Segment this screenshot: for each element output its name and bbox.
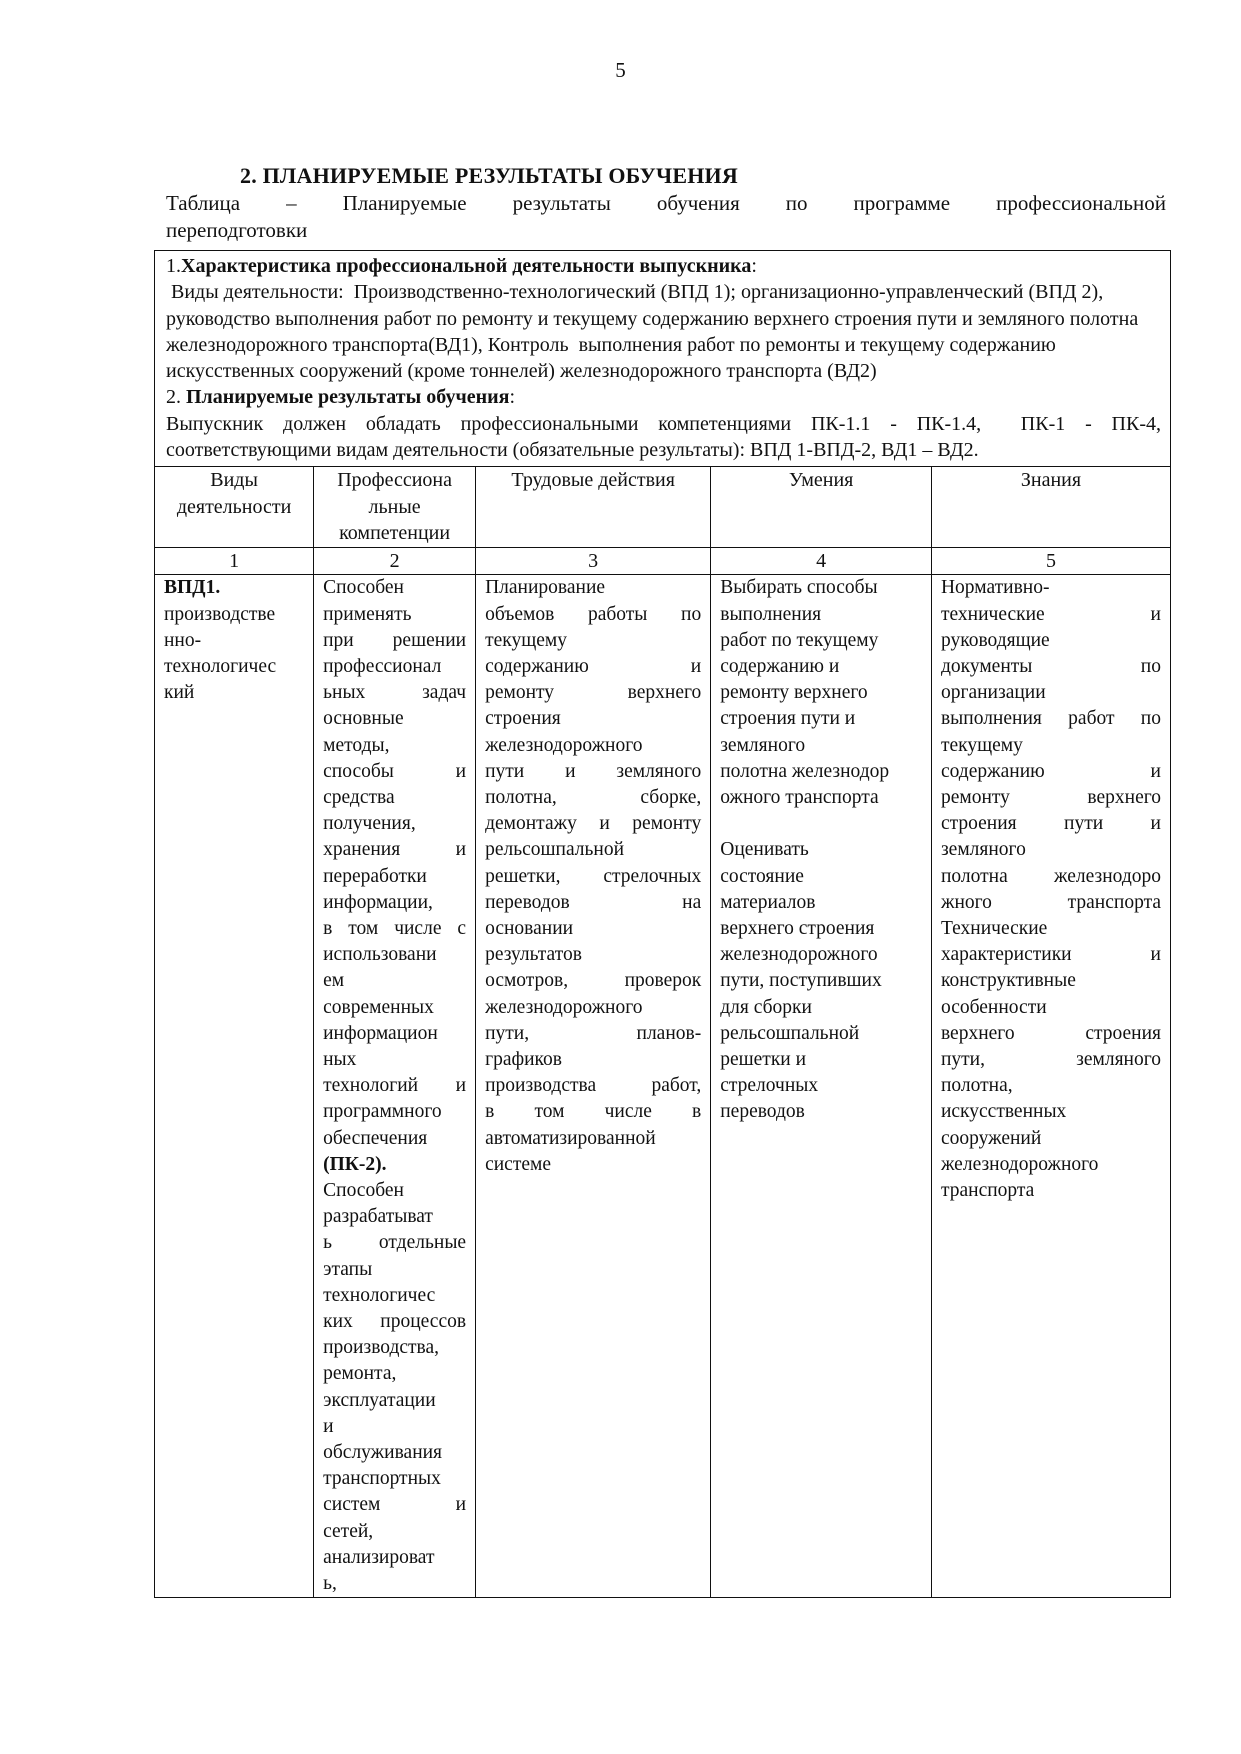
text-line: полотна железнодоро xyxy=(940,865,1161,887)
text-line: кий xyxy=(164,682,195,704)
text-line: ем xyxy=(323,970,345,992)
text-line: искусственных xyxy=(940,1101,1067,1123)
text-line: средства xyxy=(323,787,395,808)
text-line: деятельности xyxy=(176,495,292,518)
text-line: верхнего строения xyxy=(720,918,875,940)
header-cell xyxy=(931,467,1170,548)
heading-colon: : xyxy=(751,255,757,277)
table-intro xyxy=(155,251,1170,466)
intro-heading-1 xyxy=(166,253,1161,279)
text-line: нно- xyxy=(164,629,202,651)
text-line: Умения xyxy=(788,469,854,492)
text-line xyxy=(720,811,922,837)
text-line: ьных задач xyxy=(323,682,467,704)
competency-code: (ПК-2). xyxy=(323,1153,387,1175)
text-line: руководящие xyxy=(940,629,1050,651)
text-line: транспортных xyxy=(323,1468,441,1490)
heading-number: 2. xyxy=(166,386,186,409)
graduate-competencies-line: Выпускник должен обладать профессиональными компетенциями ПК-1.1 - ПК-1.4, ПК-1 - ПК-4, xyxy=(166,412,1161,435)
text-line: строения xyxy=(485,708,561,730)
labor-actions-text xyxy=(485,575,701,1178)
competencies-cell xyxy=(314,575,476,1597)
heading-number: 1. xyxy=(166,255,181,277)
text-line: компетенции xyxy=(339,522,451,545)
caption-line: Таблица – Планируемые результаты обучения по программе профессиональной xyxy=(166,191,1166,215)
text-line: в том числе в xyxy=(485,1101,702,1123)
text-line: Технические xyxy=(940,918,1048,940)
text-line: анализироват xyxy=(323,1546,435,1568)
skills-cell xyxy=(711,575,932,1597)
heading-text: Характеристика профессиональной деятельности выпускника xyxy=(181,255,752,277)
text-line: методы, xyxy=(323,734,390,756)
text-line: ь отдельные xyxy=(323,1232,467,1254)
text-line: железнодорожного xyxy=(485,996,643,1018)
header-cell xyxy=(155,467,314,548)
text-line: ожного транспорта xyxy=(720,787,879,808)
text-line: ремонту верхнего xyxy=(720,682,868,704)
text-line: текущему xyxy=(485,629,567,651)
caption-line: переподготовки xyxy=(166,218,308,242)
text-line: при решении xyxy=(323,629,467,651)
text-line: эксплуатации xyxy=(323,1389,436,1411)
text-line: применять xyxy=(323,603,412,625)
header-cell xyxy=(711,467,932,548)
text-line: для сборки xyxy=(720,996,812,1018)
text-line: решетки, стрелочных xyxy=(485,865,702,887)
text-line: современных xyxy=(323,996,434,1018)
text-line: строения пути и xyxy=(720,708,856,730)
text-line: работ по текущему xyxy=(720,629,879,651)
text-line: переработки xyxy=(323,865,427,887)
text-line: пути, планов- xyxy=(485,1022,702,1044)
competency-grid xyxy=(155,466,1170,1597)
column-number: 3 xyxy=(476,548,711,575)
text-line: информации, xyxy=(323,891,433,913)
text-line: основании xyxy=(485,918,574,940)
header-cell xyxy=(476,467,711,548)
text-line: осмотров, проверок xyxy=(485,970,702,992)
text-line: стрелочных xyxy=(720,1075,819,1097)
text-line: строения пути и xyxy=(940,813,1161,835)
text-line: технологичес xyxy=(164,655,277,677)
intro-heading-2 xyxy=(166,384,1161,410)
text-line: содержанию и xyxy=(940,760,1161,782)
text-line: производства работ, xyxy=(485,1075,702,1097)
activity-cell xyxy=(155,575,314,1597)
text-line: разрабатыват xyxy=(323,1206,433,1228)
text-line: Виды xyxy=(210,469,258,492)
text-line: пути, поступивших xyxy=(720,970,882,992)
graduate-competencies-line: соответствующими видам деятельности (обязательные результаты): ВПД 1-ВПД-2, ВД1 – ВД2. xyxy=(166,439,979,462)
text-line: текущему xyxy=(940,734,1023,756)
knowledge-cell xyxy=(931,575,1170,1597)
column-number-row xyxy=(155,548,1170,575)
competency-text xyxy=(323,1178,466,1597)
text-line: особенности xyxy=(940,996,1047,1018)
page-number: 5 xyxy=(615,58,626,82)
text-line: автоматизированной xyxy=(485,1127,656,1149)
text-line: и xyxy=(323,1415,334,1437)
text-line: объемов работы по xyxy=(485,603,702,625)
heading-colon: : xyxy=(509,386,516,409)
text-line: ных xyxy=(323,1049,357,1071)
text-line: документы по xyxy=(940,655,1161,677)
text-line: технические и xyxy=(940,603,1161,625)
knowledge-text xyxy=(941,575,1161,1204)
text-line: полотна, сборке, xyxy=(485,787,702,808)
text-line: решетки и xyxy=(720,1049,807,1071)
text-line: льные xyxy=(368,495,421,518)
column-number: 2 xyxy=(314,548,476,575)
text-line: профессионал xyxy=(323,655,442,677)
text-line: рельсошпальной xyxy=(485,839,625,861)
text-line: железнодорожного xyxy=(485,734,643,756)
text-line: способы и xyxy=(323,760,467,782)
text-line: сооружений xyxy=(940,1127,1042,1149)
text-line: системе xyxy=(485,1153,551,1175)
text-line: технологий и xyxy=(323,1075,467,1097)
text-line: этапы xyxy=(323,1258,373,1280)
text-line: выполнения работ по xyxy=(940,708,1161,730)
text-line: Оценивать xyxy=(720,839,809,861)
text-line: основные xyxy=(323,708,404,730)
results-table xyxy=(154,250,1171,1598)
text-line: конструктивные xyxy=(940,970,1076,992)
activity-code: ВПД1. xyxy=(164,577,221,599)
text-line: Профессиона xyxy=(337,469,453,492)
text-line: получения, xyxy=(323,813,416,835)
text-line: рельсошпальной xyxy=(720,1022,860,1044)
text-line: содержанию и xyxy=(485,655,702,677)
text-line: переводов на xyxy=(485,891,702,913)
text-line: Выбирать способы xyxy=(720,577,878,599)
text-line: обеспечения xyxy=(323,1127,428,1149)
text-line: сетей, xyxy=(323,1520,374,1542)
text-line: технологичес xyxy=(323,1284,436,1306)
text-line: ремонта, xyxy=(323,1363,397,1385)
column-number: 1 xyxy=(155,548,314,575)
text-line: организации xyxy=(940,682,1046,704)
text-line: верхнего строения xyxy=(940,1022,1161,1044)
text-line: ь, xyxy=(323,1573,337,1595)
text-line: пути, земляного xyxy=(940,1049,1161,1071)
text-line: земляного xyxy=(940,839,1026,861)
text-line: Знания xyxy=(1020,469,1082,492)
text-line: ремонту верхнего xyxy=(940,787,1161,808)
header-row xyxy=(155,467,1170,548)
text-line: использовани xyxy=(323,944,437,966)
text-line: Способен xyxy=(323,1180,404,1202)
text-line: Трудовые действия xyxy=(511,469,675,492)
text-line: Планирование xyxy=(485,577,606,599)
text-line: информацион xyxy=(323,1022,438,1044)
column-number: 4 xyxy=(711,548,932,575)
text-line: систем и xyxy=(323,1494,467,1516)
table-caption xyxy=(166,190,1166,244)
competency-text xyxy=(323,575,466,1151)
text-line: полотна, xyxy=(940,1075,1013,1097)
text-line: характеристики и xyxy=(940,944,1161,966)
section-title: 2. ПЛАНИРУЕМЫЕ РЕЗУЛЬТАТЫ ОБУЧЕНИЯ xyxy=(240,163,738,188)
text-line: жного транспорта xyxy=(940,891,1161,913)
text-line: ких процессов xyxy=(323,1311,467,1333)
table-row xyxy=(155,575,1170,1597)
text-line: демонтажу и ремонту xyxy=(485,813,702,835)
heading-text: Планируемые результаты обучения xyxy=(186,386,510,409)
text-line: производства, xyxy=(323,1337,440,1359)
text-line: пути и земляного xyxy=(485,760,702,782)
text-line: полотна железнодор xyxy=(720,760,890,782)
activity-name xyxy=(164,602,304,707)
text-line: производстве xyxy=(164,603,276,625)
text-line: хранения и xyxy=(323,839,467,861)
text-line: ремонту верхнего xyxy=(485,682,702,704)
text-line: железнодорожного xyxy=(720,944,878,966)
text-line: графиков xyxy=(485,1049,562,1071)
header-cell xyxy=(314,467,476,548)
labor-actions-cell xyxy=(476,575,711,1597)
text-line: Нормативно- xyxy=(940,577,1050,599)
skills-text xyxy=(720,575,922,1125)
text-line: в том числе с xyxy=(323,918,467,940)
text-line: выполнения xyxy=(720,603,822,625)
text-line: переводов xyxy=(720,1101,805,1123)
text-line: Способен xyxy=(323,577,404,599)
text-line: материалов xyxy=(720,891,816,913)
activity-types-paragraph: Виды деятельности: Производственно-технологический (ВПД 1); организационно-управленческий (ВПД 2), руководство выполнения работ по ремонту и текущему содержанию верхнего строения пути и земляного полотна железнодорожного транспорта(ВД1), Контроль выполнения работ по ремонты и текущему содержанию искусственных сооружений (кроме тоннелей) железнодорожного транспорта (ВД2) xyxy=(166,281,1144,383)
column-number: 5 xyxy=(931,548,1170,575)
text-line: состояние xyxy=(720,865,804,887)
text-line: транспорта xyxy=(940,1180,1035,1202)
text-line: содержанию и xyxy=(720,655,840,677)
text-line: результатов xyxy=(485,944,582,966)
text-line: железнодорожного xyxy=(940,1153,1099,1175)
text-line: земляного xyxy=(720,734,806,756)
text-line: обслуживания xyxy=(323,1442,443,1464)
text-line: программного xyxy=(323,1101,442,1123)
